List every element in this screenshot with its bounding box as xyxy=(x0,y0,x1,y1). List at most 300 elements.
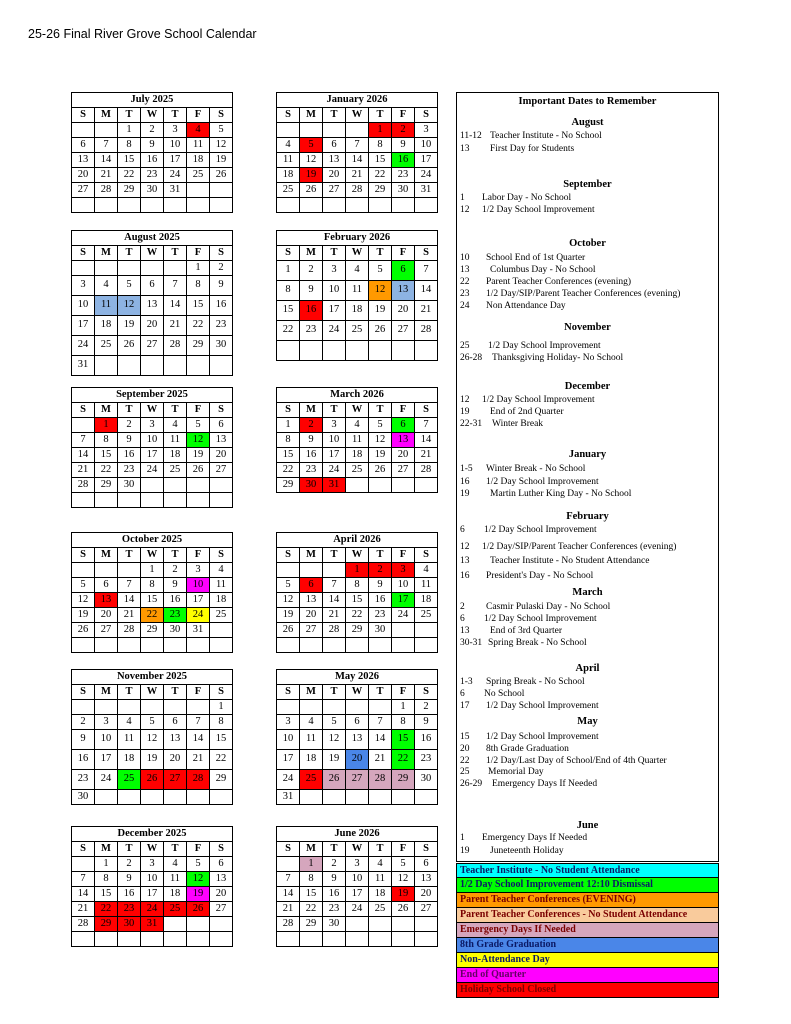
day-cell: 20 xyxy=(95,608,118,623)
empty-day-cell xyxy=(187,700,210,715)
day-cell: 5 xyxy=(277,578,300,593)
day-cell: 5 xyxy=(323,715,346,730)
day-cell: 25 xyxy=(164,902,187,917)
day-cell: 6 xyxy=(392,418,415,433)
day-cell: 26 xyxy=(72,623,95,638)
empty-day-cell xyxy=(164,790,187,805)
empty-day-cell xyxy=(346,917,369,932)
day-cell: 18 xyxy=(346,301,369,321)
day-cell: 6 xyxy=(346,715,369,730)
day-cell: 30 xyxy=(164,623,187,638)
day-cell: 31 xyxy=(323,478,346,493)
important-month-heading: May xyxy=(577,716,598,727)
empty-day-cell xyxy=(95,638,118,653)
day-cell: 2 xyxy=(392,123,415,138)
event-text: School End of 1st Quarter xyxy=(486,253,586,263)
day-cell: 14 xyxy=(323,593,346,608)
day-cell: 29 xyxy=(300,917,323,932)
day-cell: 24 xyxy=(346,902,369,917)
event-date: 20 xyxy=(460,744,470,754)
day-cell: 23 xyxy=(369,608,392,623)
day-cell: 22 xyxy=(118,168,141,183)
day-cell: 16 xyxy=(415,730,438,750)
day-cell: 29 xyxy=(118,183,141,198)
day-cell: 22 xyxy=(95,902,118,917)
empty-day-cell xyxy=(141,700,164,715)
day-cell: 14 xyxy=(118,593,141,608)
weekday-header: S xyxy=(72,108,95,123)
empty-day-cell xyxy=(346,700,369,715)
weekday-header: S xyxy=(415,246,438,261)
day-cell: 30 xyxy=(118,917,141,932)
day-cell: 30 xyxy=(323,917,346,932)
important-event xyxy=(460,571,593,581)
day-cell: 13 xyxy=(95,593,118,608)
event-text: Non Attendance Day xyxy=(486,301,566,311)
day-cell: 18 xyxy=(277,168,300,183)
day-cell: 30 xyxy=(141,183,164,198)
day-cell: 18 xyxy=(210,593,233,608)
empty-day-cell xyxy=(187,356,210,376)
empty-day-cell xyxy=(210,790,233,805)
weekday-header: F xyxy=(392,842,415,857)
empty-day-cell xyxy=(323,638,346,653)
day-cell: 5 xyxy=(118,276,141,296)
day-cell: 3 xyxy=(346,857,369,872)
day-cell: 12 xyxy=(187,433,210,448)
day-cell: 12 xyxy=(187,872,210,887)
empty-day-cell xyxy=(118,790,141,805)
day-cell: 7 xyxy=(415,261,438,281)
empty-day-cell xyxy=(118,638,141,653)
day-cell: 29 xyxy=(346,623,369,638)
event-date: 11-12 xyxy=(460,131,482,141)
empty-day-cell xyxy=(323,341,346,361)
day-cell: 23 xyxy=(323,902,346,917)
day-cell: 26 xyxy=(187,463,210,478)
important-event xyxy=(460,477,599,487)
empty-day-cell xyxy=(277,123,300,138)
important-event xyxy=(460,677,585,687)
event-text: 8th Grade Graduation xyxy=(486,744,569,754)
weekday-header: T xyxy=(369,842,392,857)
weekday-header: T xyxy=(118,246,141,261)
day-cell: 4 xyxy=(210,563,233,578)
important-event xyxy=(460,289,680,299)
weekday-header: T xyxy=(164,108,187,123)
weekday-header: M xyxy=(300,685,323,700)
day-cell: 8 xyxy=(369,138,392,153)
event-text: Winter Break xyxy=(492,419,544,429)
weekday-header: T xyxy=(323,108,346,123)
day-cell: 29 xyxy=(95,478,118,493)
day-cell: 6 xyxy=(323,138,346,153)
weekday-header: M xyxy=(300,108,323,123)
day-cell: 8 xyxy=(95,872,118,887)
day-cell: 1 xyxy=(277,418,300,433)
month-calendar xyxy=(71,826,233,947)
day-cell: 17 xyxy=(187,593,210,608)
empty-day-cell xyxy=(392,790,415,805)
day-cell: 8 xyxy=(392,715,415,730)
important-month-heading: March xyxy=(572,587,603,598)
important-event xyxy=(460,419,543,429)
day-cell: 10 xyxy=(346,872,369,887)
empty-day-cell xyxy=(95,700,118,715)
event-date: 6 xyxy=(460,525,465,535)
empty-day-cell xyxy=(392,638,415,653)
empty-day-cell xyxy=(415,623,438,638)
important-month-heading: December xyxy=(564,381,611,392)
month-calendar xyxy=(276,92,438,213)
empty-day-cell xyxy=(415,638,438,653)
event-text: Martin Luther King Day - No School xyxy=(490,489,632,499)
day-cell: 13 xyxy=(346,730,369,750)
weekday-header: F xyxy=(392,403,415,418)
day-cell: 24 xyxy=(95,770,118,790)
day-cell: 19 xyxy=(369,448,392,463)
important-event xyxy=(460,353,623,363)
day-cell: 11 xyxy=(95,296,118,316)
weekday-header: T xyxy=(164,246,187,261)
event-text: 1/2 Day School Improvement xyxy=(482,395,595,405)
day-cell: 6 xyxy=(415,857,438,872)
empty-day-cell xyxy=(141,478,164,493)
weekday-header: T xyxy=(164,403,187,418)
weekday-header: S xyxy=(277,246,300,261)
empty-day-cell xyxy=(210,638,233,653)
weekday-header: F xyxy=(392,685,415,700)
day-cell: 31 xyxy=(187,623,210,638)
weekday-header: S xyxy=(277,108,300,123)
event-date: 25 xyxy=(460,341,470,351)
day-cell: 8 xyxy=(210,715,233,730)
empty-day-cell xyxy=(323,790,346,805)
empty-day-cell xyxy=(300,790,323,805)
day-cell: 9 xyxy=(323,872,346,887)
day-cell: 23 xyxy=(392,168,415,183)
day-cell: 12 xyxy=(72,593,95,608)
event-date: 12 xyxy=(460,205,470,215)
legend-item: Teacher Institute - No Student Attendance xyxy=(456,863,719,878)
day-cell: 20 xyxy=(72,168,95,183)
day-cell: 2 xyxy=(210,261,233,276)
empty-day-cell xyxy=(300,932,323,947)
month-title: February 2026 xyxy=(277,231,438,246)
day-cell: 14 xyxy=(72,448,95,463)
day-cell: 17 xyxy=(141,448,164,463)
day-cell: 22 xyxy=(187,316,210,336)
day-cell: 10 xyxy=(72,296,95,316)
empty-day-cell xyxy=(118,563,141,578)
empty-day-cell xyxy=(346,638,369,653)
day-cell: 2 xyxy=(141,123,164,138)
weekday-header: S xyxy=(72,548,95,563)
weekday-header: S xyxy=(415,108,438,123)
day-cell: 1 xyxy=(95,418,118,433)
weekday-header: W xyxy=(141,108,164,123)
weekday-header: T xyxy=(323,403,346,418)
day-cell: 23 xyxy=(210,316,233,336)
day-cell: 14 xyxy=(415,281,438,301)
day-cell: 17 xyxy=(72,316,95,336)
event-text: 1/2 Day/SIP/Parent Teacher Conferences (evening) xyxy=(482,542,677,552)
weekday-header: T xyxy=(118,108,141,123)
weekday-header: F xyxy=(187,403,210,418)
event-date: 13 xyxy=(460,556,470,566)
day-cell: 7 xyxy=(95,138,118,153)
day-cell: 9 xyxy=(300,281,323,301)
event-date: 1 xyxy=(460,193,465,203)
day-cell: 2 xyxy=(323,857,346,872)
day-cell: 11 xyxy=(369,872,392,887)
important-event xyxy=(460,614,597,624)
day-cell: 30 xyxy=(392,183,415,198)
day-cell: 18 xyxy=(95,316,118,336)
event-text: Juneteenth Holiday xyxy=(490,846,564,856)
empty-day-cell xyxy=(300,198,323,213)
day-cell: 10 xyxy=(323,433,346,448)
day-cell: 21 xyxy=(164,316,187,336)
day-cell: 13 xyxy=(323,153,346,168)
day-cell: 13 xyxy=(210,433,233,448)
day-cell: 17 xyxy=(415,153,438,168)
weekday-header: S xyxy=(210,403,233,418)
day-cell: 20 xyxy=(210,887,233,902)
important-event xyxy=(460,407,564,417)
empty-day-cell xyxy=(141,356,164,376)
day-cell: 23 xyxy=(300,463,323,478)
day-cell: 26 xyxy=(141,770,164,790)
event-text: End of 3rd Quarter xyxy=(490,626,563,636)
event-text: 1/2 Day School Improvement xyxy=(486,477,599,487)
important-event xyxy=(460,638,587,648)
day-cell: 29 xyxy=(210,770,233,790)
day-cell: 12 xyxy=(210,138,233,153)
empty-day-cell xyxy=(277,700,300,715)
day-cell: 18 xyxy=(164,448,187,463)
weekday-header: M xyxy=(95,246,118,261)
event-text: Spring Break - No School xyxy=(488,638,587,648)
empty-day-cell xyxy=(118,700,141,715)
event-text: Thanksgiving Holiday- No School xyxy=(492,353,624,363)
day-cell: 17 xyxy=(95,750,118,770)
empty-day-cell xyxy=(118,198,141,213)
day-cell: 28 xyxy=(72,917,95,932)
empty-day-cell xyxy=(72,932,95,947)
event-text: Columbus Day - No School xyxy=(490,265,596,275)
empty-day-cell xyxy=(346,123,369,138)
day-cell: 7 xyxy=(323,578,346,593)
weekday-header: S xyxy=(277,548,300,563)
weekday-header: F xyxy=(392,246,415,261)
empty-day-cell xyxy=(277,932,300,947)
day-cell: 1 xyxy=(210,700,233,715)
day-cell: 5 xyxy=(392,857,415,872)
empty-day-cell xyxy=(277,563,300,578)
day-cell: 20 xyxy=(392,448,415,463)
weekday-header: M xyxy=(300,246,323,261)
day-cell: 2 xyxy=(118,418,141,433)
legend-item: Holiday School Closed xyxy=(456,983,719,998)
day-cell: 20 xyxy=(415,887,438,902)
day-cell: 24 xyxy=(187,608,210,623)
day-cell: 25 xyxy=(118,770,141,790)
empty-day-cell xyxy=(187,183,210,198)
weekday-header: S xyxy=(72,246,95,261)
day-cell: 17 xyxy=(323,301,346,321)
day-cell: 27 xyxy=(392,463,415,478)
day-cell: 24 xyxy=(72,336,95,356)
day-cell: 30 xyxy=(300,478,323,493)
day-cell: 26 xyxy=(118,336,141,356)
day-cell: 3 xyxy=(415,123,438,138)
month-title: September 2025 xyxy=(72,388,233,403)
day-cell: 20 xyxy=(164,750,187,770)
day-cell: 27 xyxy=(72,183,95,198)
day-cell: 14 xyxy=(277,887,300,902)
event-date: 1 xyxy=(460,833,465,843)
day-cell: 11 xyxy=(300,730,323,750)
day-cell: 16 xyxy=(118,887,141,902)
day-cell: 6 xyxy=(164,715,187,730)
empty-day-cell xyxy=(415,341,438,361)
empty-day-cell xyxy=(118,261,141,276)
empty-day-cell xyxy=(415,932,438,947)
month-title: June 2026 xyxy=(277,827,438,842)
day-cell: 11 xyxy=(118,730,141,750)
event-date: 13 xyxy=(460,626,470,636)
day-cell: 4 xyxy=(415,563,438,578)
event-text: 1/2 Day School Improvement xyxy=(486,732,599,742)
day-cell: 4 xyxy=(277,138,300,153)
event-date: 19 xyxy=(460,489,470,499)
day-cell: 27 xyxy=(210,902,233,917)
weekday-header: S xyxy=(415,842,438,857)
weekday-header: T xyxy=(323,685,346,700)
important-event xyxy=(460,205,595,215)
empty-day-cell xyxy=(141,638,164,653)
day-cell: 2 xyxy=(369,563,392,578)
day-cell: 4 xyxy=(164,857,187,872)
empty-day-cell xyxy=(415,917,438,932)
empty-day-cell xyxy=(323,932,346,947)
day-cell: 24 xyxy=(415,168,438,183)
important-event xyxy=(460,779,597,789)
day-cell: 28 xyxy=(415,463,438,478)
important-event xyxy=(460,626,562,636)
empty-day-cell xyxy=(95,123,118,138)
event-text: Emergency Days If Needed xyxy=(492,779,598,789)
day-cell: 13 xyxy=(210,872,233,887)
empty-day-cell xyxy=(346,790,369,805)
day-cell: 14 xyxy=(187,730,210,750)
day-cell: 15 xyxy=(95,448,118,463)
empty-day-cell xyxy=(210,623,233,638)
empty-day-cell xyxy=(187,493,210,508)
important-event xyxy=(460,542,676,552)
month-title: April 2026 xyxy=(277,533,438,548)
day-cell: 11 xyxy=(164,872,187,887)
empty-day-cell xyxy=(164,638,187,653)
empty-day-cell xyxy=(141,261,164,276)
month-title: December 2025 xyxy=(72,827,233,842)
day-cell: 17 xyxy=(392,593,415,608)
important-event xyxy=(460,556,649,566)
empty-day-cell xyxy=(300,123,323,138)
day-cell: 7 xyxy=(369,715,392,730)
day-cell: 1 xyxy=(277,261,300,281)
event-date: 24 xyxy=(460,301,470,311)
day-cell: 10 xyxy=(141,872,164,887)
day-cell: 4 xyxy=(118,715,141,730)
weekday-header: W xyxy=(141,842,164,857)
weekday-header: T xyxy=(369,246,392,261)
day-cell: 15 xyxy=(95,887,118,902)
day-cell: 15 xyxy=(141,593,164,608)
day-cell: 16 xyxy=(210,296,233,316)
day-cell: 23 xyxy=(118,463,141,478)
day-cell: 21 xyxy=(415,448,438,463)
weekday-header: S xyxy=(210,108,233,123)
weekday-header: M xyxy=(300,403,323,418)
day-cell: 7 xyxy=(346,138,369,153)
day-cell: 23 xyxy=(164,608,187,623)
month-calendar xyxy=(276,826,438,947)
day-cell: 4 xyxy=(346,418,369,433)
day-cell: 28 xyxy=(323,623,346,638)
event-date: 26-29 xyxy=(460,779,483,789)
day-cell: 4 xyxy=(369,857,392,872)
empty-day-cell xyxy=(72,261,95,276)
empty-day-cell xyxy=(164,261,187,276)
weekday-header: F xyxy=(187,842,210,857)
empty-day-cell xyxy=(187,638,210,653)
day-cell: 8 xyxy=(141,578,164,593)
day-cell: 17 xyxy=(277,750,300,770)
day-cell: 10 xyxy=(141,433,164,448)
day-cell: 26 xyxy=(323,770,346,790)
empty-day-cell xyxy=(187,198,210,213)
empty-day-cell xyxy=(300,341,323,361)
day-cell: 31 xyxy=(415,183,438,198)
day-cell: 23 xyxy=(300,321,323,341)
event-date: 1-3 xyxy=(460,677,473,687)
important-event xyxy=(460,265,596,275)
empty-day-cell xyxy=(187,790,210,805)
empty-day-cell xyxy=(72,857,95,872)
day-cell: 1 xyxy=(300,857,323,872)
important-event xyxy=(460,301,566,311)
day-cell: 2 xyxy=(118,857,141,872)
day-cell: 26 xyxy=(277,623,300,638)
important-month-heading: April xyxy=(575,663,600,674)
event-text: 1/2 Day School Improvement xyxy=(486,701,599,711)
day-cell: 27 xyxy=(300,623,323,638)
day-cell: 22 xyxy=(277,463,300,478)
day-cell: 28 xyxy=(346,183,369,198)
weekday-header: M xyxy=(95,403,118,418)
day-cell: 24 xyxy=(164,168,187,183)
day-cell: 3 xyxy=(141,418,164,433)
day-cell: 25 xyxy=(187,168,210,183)
day-cell: 5 xyxy=(300,138,323,153)
day-cell: 1 xyxy=(392,700,415,715)
day-cell: 13 xyxy=(164,730,187,750)
day-cell: 9 xyxy=(300,433,323,448)
event-text: President's Day - No School xyxy=(486,571,594,581)
event-text: 1/2 Day School Improvement xyxy=(482,205,595,215)
